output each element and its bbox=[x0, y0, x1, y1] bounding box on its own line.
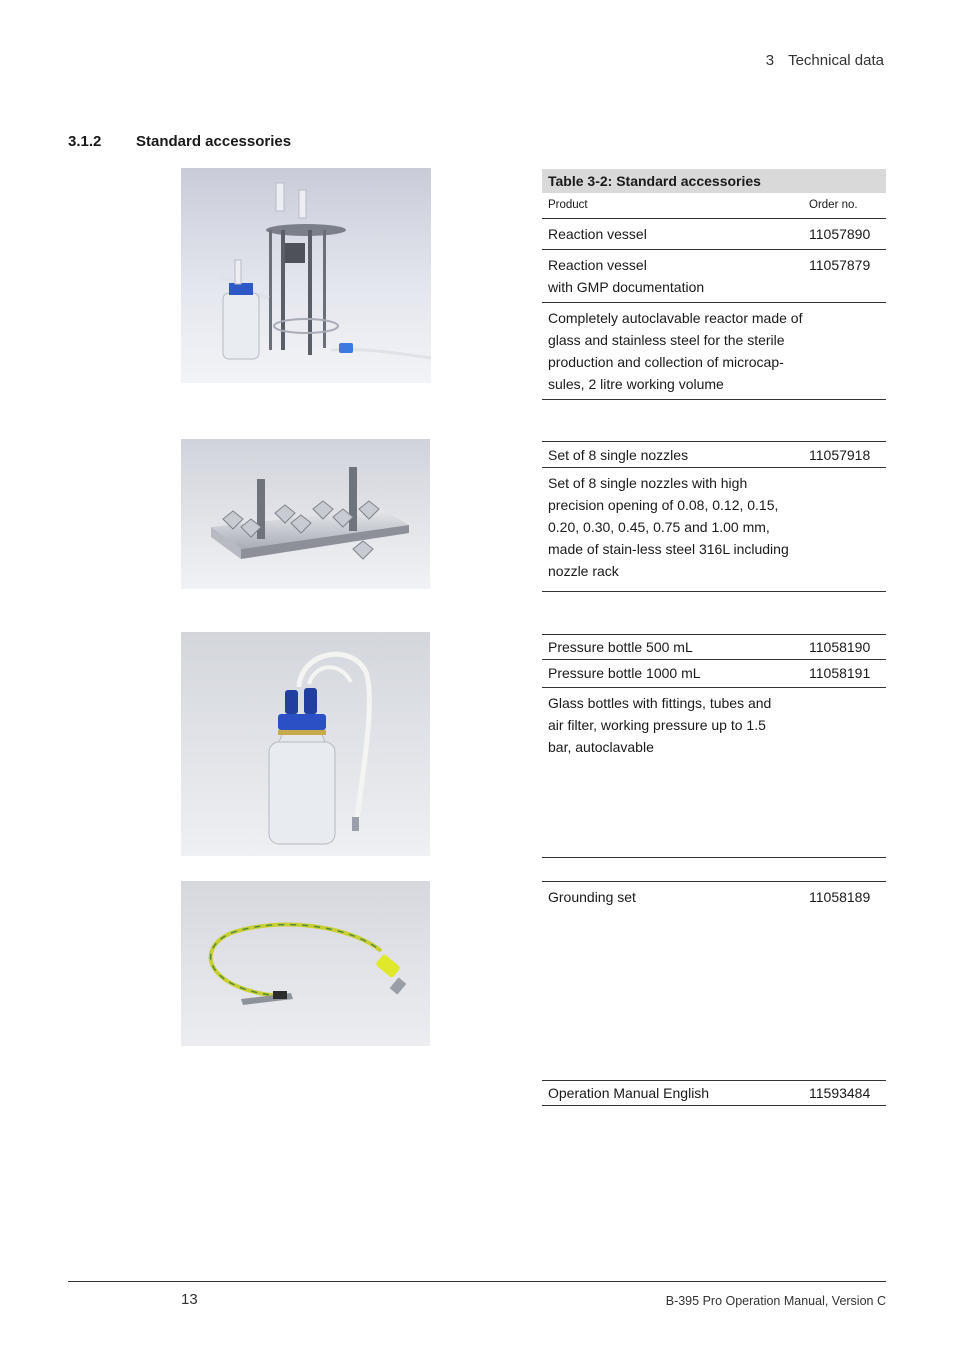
product-name-line: with GMP documentation bbox=[548, 279, 705, 295]
product-name-line: Reaction vessel bbox=[548, 257, 647, 273]
table-row bbox=[542, 660, 886, 688]
page-number: 13 bbox=[181, 1291, 198, 1308]
product-name: Reaction vessel bbox=[548, 226, 647, 242]
product-name: Set of 8 single nozzles bbox=[548, 447, 689, 463]
product-description: Set of 8 single nozzles with high precision opening of 0.08, 0.12, 0.15, 0.20, 0.30, 0.45, 0.75 and 1.00 mm, made of stain-less steel 316L including nozzle rack bbox=[548, 475, 789, 579]
accessories-table-group-bottles bbox=[542, 634, 886, 858]
order-number: 11057890 bbox=[809, 226, 871, 242]
nozzle-set-photo bbox=[181, 439, 430, 589]
product-name: Pressure bottle 500 mL bbox=[548, 639, 693, 655]
table-row-description bbox=[542, 688, 886, 858]
pressure-bottle-photo bbox=[181, 632, 430, 856]
running-header bbox=[766, 52, 884, 69]
section-title: Standard accessories bbox=[136, 133, 292, 150]
product-description: Glass bottles with fittings, tubes and air filter, working pressure up to 1.5 bar, autoclavable bbox=[548, 695, 772, 755]
column-header-product: Product bbox=[548, 199, 588, 211]
table-row bbox=[542, 250, 886, 303]
product-name bbox=[542, 250, 809, 302]
table-row bbox=[542, 882, 886, 912]
table-caption bbox=[542, 169, 886, 193]
product-name: Pressure bottle 1000 mL bbox=[548, 665, 701, 681]
accessories-table bbox=[542, 169, 886, 400]
section-number: 3.1.2 bbox=[68, 133, 102, 150]
order-number: 11058191 bbox=[809, 665, 871, 681]
column-header-order: Order no. bbox=[809, 199, 858, 211]
chapter-title: Technical data bbox=[788, 52, 884, 69]
table-column-headers bbox=[542, 193, 886, 219]
order-number: 11057918 bbox=[809, 447, 871, 463]
table-caption-text: Table 3-2: Standard accessories bbox=[548, 173, 761, 189]
grounding-set-photo bbox=[181, 881, 430, 1046]
product-description: Completely autoclavable reactor made of glass and stainless steel for the sterile production and collection of microcap-sules, 2 litre working volume bbox=[548, 310, 803, 392]
order-number: 11058189 bbox=[809, 889, 871, 905]
product-name: Grounding set bbox=[548, 889, 636, 905]
table-row-description bbox=[542, 468, 886, 592]
footer-document-title: B-395 Pro Operation Manual, Version C bbox=[665, 1294, 886, 1308]
table-row-description bbox=[542, 303, 886, 400]
reaction-vessel-photo bbox=[181, 168, 431, 383]
accessories-table-group-manual bbox=[542, 1080, 886, 1106]
section-heading bbox=[68, 133, 291, 150]
chapter-number: 3 bbox=[765, 52, 775, 69]
product-name: Operation Manual English bbox=[548, 1085, 710, 1101]
table-row bbox=[542, 219, 886, 250]
table-row bbox=[542, 1081, 886, 1106]
order-number: 11058190 bbox=[809, 639, 871, 655]
footer-divider bbox=[68, 1281, 886, 1282]
table-row bbox=[542, 442, 886, 468]
order-number: 11057879 bbox=[809, 257, 871, 273]
table-row bbox=[542, 635, 886, 660]
accessories-table-group-grounding bbox=[542, 881, 886, 912]
accessories-table-group-nozzles bbox=[542, 441, 886, 592]
order-number: 11593484 bbox=[809, 1085, 871, 1101]
